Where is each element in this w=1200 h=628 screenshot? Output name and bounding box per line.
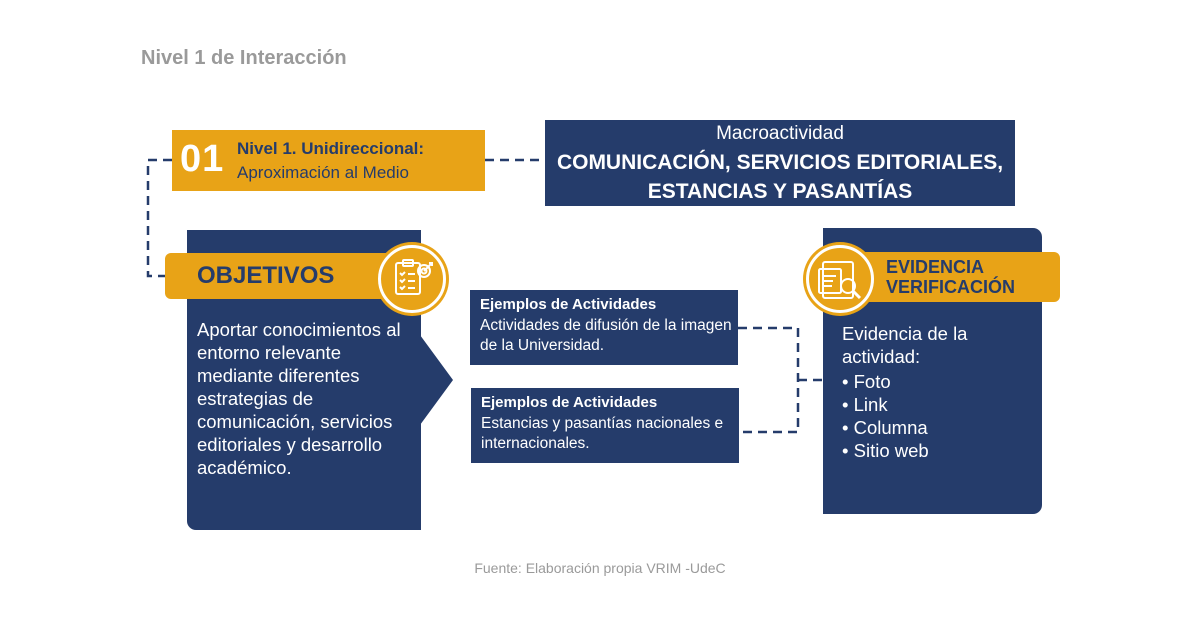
document-search-icon xyxy=(806,245,874,313)
example-box-2 xyxy=(471,388,739,463)
evidence-item: • Link xyxy=(842,393,929,416)
level-box xyxy=(172,130,485,191)
evidence-item: • Sitio web xyxy=(842,439,929,462)
macroactivity-label: Macroactividad xyxy=(716,123,844,144)
evidence-title xyxy=(886,257,1015,297)
objectives-header xyxy=(165,253,395,299)
objectives-arrow xyxy=(420,335,453,425)
evidence-title-line1: EVIDENCIA xyxy=(886,257,985,277)
example-title: Ejemplos de Actividades xyxy=(480,296,657,313)
target-clipboard-icon xyxy=(378,245,446,313)
example-box-1 xyxy=(470,290,738,365)
evidence-title-line2: VERIFICACIÓN xyxy=(886,277,1016,297)
source-caption: Fuente: Elaboración propia VRIM -UdeC xyxy=(474,560,726,576)
evidence-header xyxy=(860,252,1060,302)
macroactivity-title: COMUNICACIÓN, SERVICIOS EDITORIALES, ESTANCIAS Y PASANTÍAS xyxy=(556,151,1004,203)
evidence-item: • Columna xyxy=(842,416,929,439)
level-number: 01 xyxy=(180,138,225,180)
evidence-item: • Foto xyxy=(842,370,929,393)
example-title: Ejemplos de Actividades xyxy=(481,394,658,411)
objectives-text: Aportar conocimientos al entorno relevante mediante diferentes estrategias de comunicación, servicios editoriales y desarrollo académico. xyxy=(197,319,401,478)
page-title: Nivel 1 de Interacción xyxy=(141,47,347,69)
example-body: Actividades de difusión de la imagen de la Universidad. xyxy=(480,317,732,354)
connector-example1-evidence xyxy=(738,328,798,432)
evidence-list xyxy=(842,370,929,462)
example-body: Estancias y pasantías nacionales e internacionales. xyxy=(481,415,724,452)
objectives-title: OBJETIVOS xyxy=(197,262,335,289)
macroactivity-box xyxy=(545,120,1015,206)
level-title: Nivel 1. Unidireccional: xyxy=(237,139,425,158)
evidence-intro: Evidencia de la actividad: xyxy=(842,323,968,367)
level-subtitle: Aproximación al Medio xyxy=(237,163,409,182)
